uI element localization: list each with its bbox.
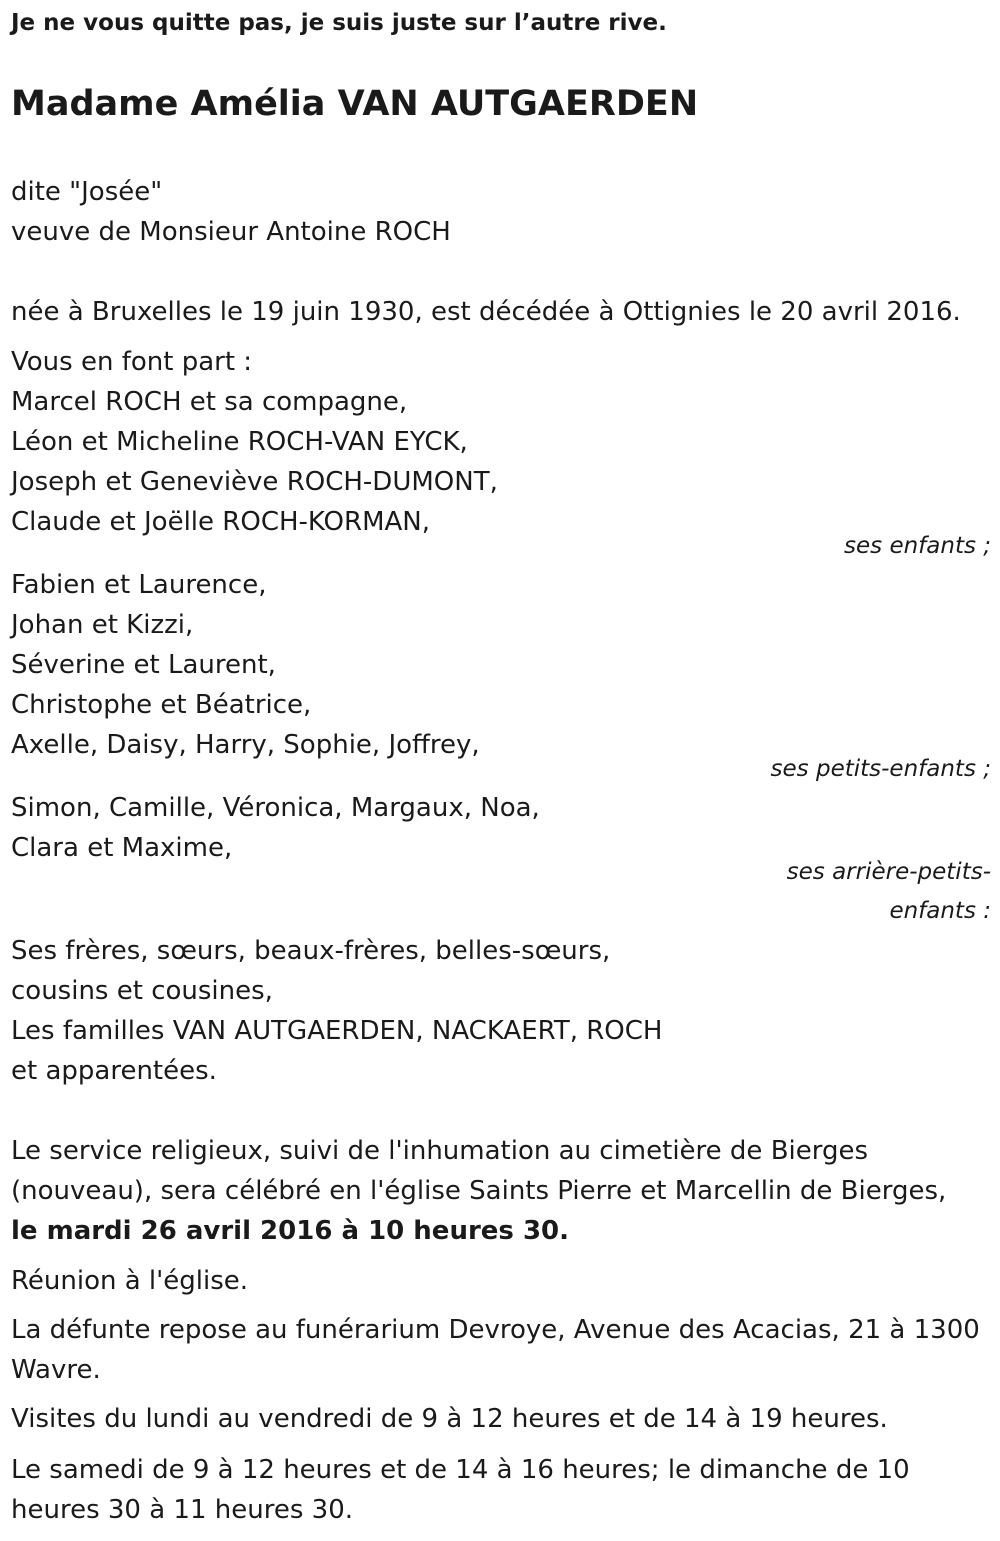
child-line: Marcel ROCH et sa compagne, [11, 387, 408, 417]
service-date: le mardi 26 avril 2016 à 10 heures 30. [11, 1216, 569, 1246]
funeral-home-line: La défunte repose au funérarium Devroye, Avenue des Acacias, 21 à 1300 [11, 1315, 980, 1345]
family-line: cousins et cousines, [11, 976, 273, 1006]
grandchildren-label: ses petits-enfants ; [770, 756, 991, 782]
grandchild-line: Axelle, Daisy, Harry, Sophie, Joffrey, [11, 730, 480, 760]
family-line: Les familles VAN AUTGAERDEN, NACKAERT, ROCH [11, 1016, 663, 1046]
widow-of-line: veuve de Monsieur Antoine ROCH [11, 217, 451, 247]
child-line: Léon et Micheline ROCH-VAN EYCK, [11, 427, 468, 457]
child-line: Joseph et Geneviève ROCH-DUMONT, [11, 467, 498, 497]
great-grandchild-line: Clara et Maxime, [11, 833, 233, 863]
great-grandchildren-label-cont: enfants : [889, 898, 991, 924]
child-line: Claude et Joëlle ROCH-KORMAN, [11, 507, 430, 537]
service-line: Le service religieux, suivi de l'inhumation au cimetière de Bierges [11, 1136, 869, 1166]
grandchild-line: Christophe et Béatrice, [11, 690, 312, 720]
nickname-line: dite "Josée" [11, 177, 163, 207]
epitaph-quote: Je ne vous quitte pas, je suis juste sur l’autre rive. [11, 10, 667, 36]
visits-weekend-line: Le samedi de 9 à 12 heures et de 14 à 16 heures; le dimanche de 10 [11, 1455, 910, 1485]
deceased-name: Madame Amélia VAN AUTGAERDEN [11, 84, 699, 124]
family-line: Ses frères, sœurs, beaux-frères, belles-sœurs, [11, 936, 611, 966]
birth-death-line: née à Bruxelles le 19 juin 1930, est décédée à Ottignies le 20 avril 2016. [11, 297, 961, 327]
grandchild-line: Johan et Kizzi, [11, 610, 194, 640]
grandchild-line: Séverine et Laurent, [11, 650, 276, 680]
great-grandchild-line: Simon, Camille, Véronica, Margaux, Noa, [11, 793, 540, 823]
family-line: et apparentées. [11, 1056, 217, 1086]
funeral-home-line: Wavre. [11, 1355, 101, 1385]
visits-weekend-line: heures 30 à 11 heures 30. [11, 1495, 353, 1525]
grandchild-line: Fabien et Laurence, [11, 570, 267, 600]
visits-weekdays: Visites du lundi au vendredi de 9 à 12 heures et de 14 à 19 heures. [11, 1404, 888, 1434]
great-grandchildren-label: ses arrière-petits- [786, 859, 991, 885]
meeting-line: Réunion à l'église. [11, 1266, 249, 1296]
service-line: (nouveau), sera célébré en l'église Saints Pierre et Marcellin de Bierges, [11, 1176, 947, 1206]
children-label: ses enfants ; [844, 533, 991, 559]
announce-line: Vous en font part : [11, 347, 253, 377]
